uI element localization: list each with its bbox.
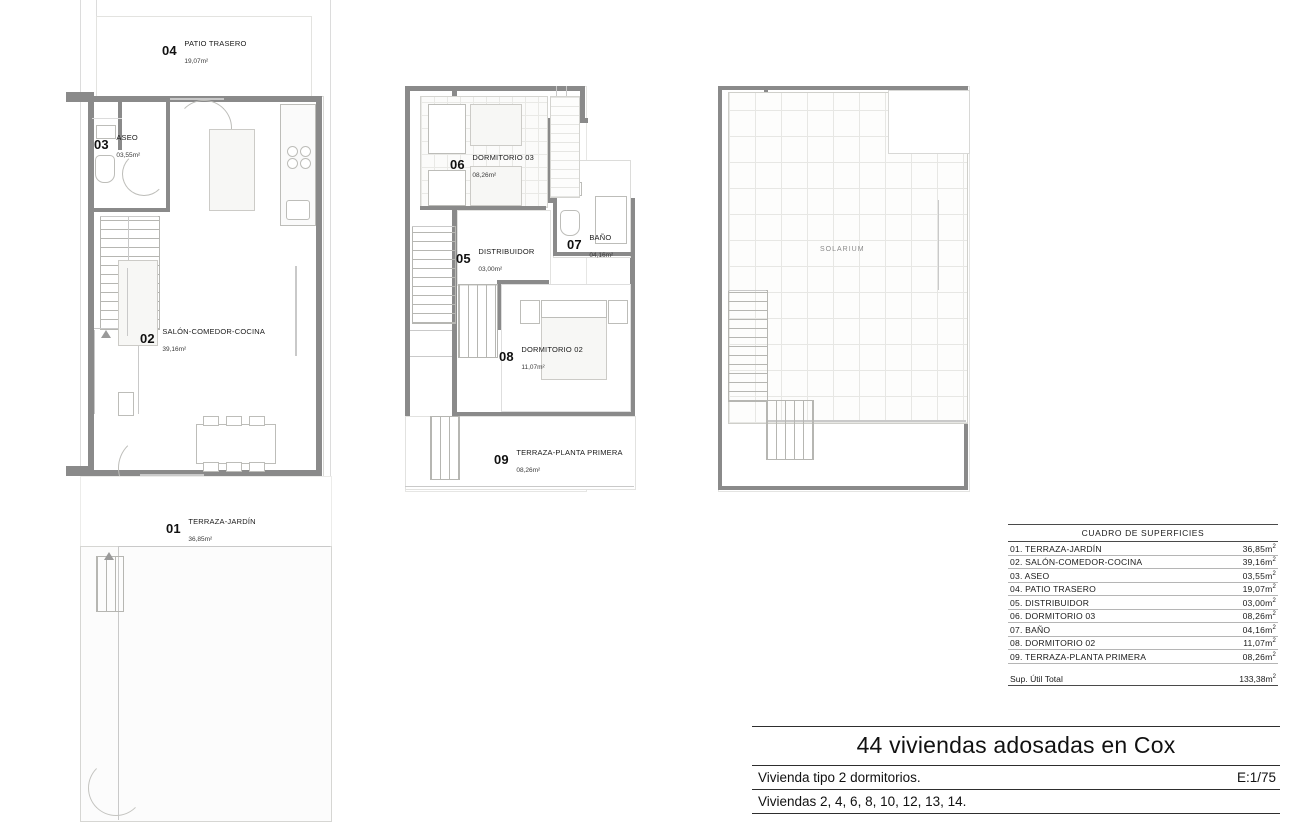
surfaces-row-value: $19,07m^2$ — [1242, 584, 1276, 594]
gate-swing — [88, 760, 144, 816]
sofa-seam — [127, 268, 128, 336]
surfaces-row-value: $08,26m^2$ — [1242, 611, 1276, 621]
drawing-units-row — [752, 789, 1280, 814]
title-block — [752, 726, 1280, 814]
room-name-08: DORMITORIO 02 — [521, 345, 583, 354]
surfaces-row — [1008, 623, 1278, 637]
room-number-05: 05 — [456, 250, 471, 266]
room-number-08: 08 — [499, 348, 514, 364]
bed-headboard — [541, 300, 607, 318]
room-label-02 — [140, 322, 265, 356]
room-name-01: TERRAZA-JARDÍN — [188, 517, 256, 526]
bed-single-1 — [428, 104, 466, 154]
room-area-03: 03,55m² — [116, 151, 141, 159]
surfaces-row — [1008, 556, 1278, 570]
garden-steps-arrow — [104, 552, 114, 560]
room-name-07: BAÑO — [589, 233, 612, 242]
dining-chair-1 — [203, 416, 219, 426]
surfaces-row — [1008, 542, 1278, 556]
dining-chair-3 — [249, 416, 265, 426]
roof-stair-edge — [728, 290, 766, 291]
room-number-01: 01 — [166, 520, 181, 536]
room-area-07: 04,16m² — [589, 251, 614, 259]
room-name-04: PATIO TRASERO — [184, 39, 247, 48]
surfaces-row-label: 05. DISTRIBUIDOR — [1010, 597, 1090, 608]
surfaces-table — [1008, 524, 1278, 686]
nightstand-2 — [520, 300, 540, 324]
wall-stub-bottom-left — [66, 466, 94, 476]
wall-right — [316, 96, 322, 476]
ff-wall-top — [405, 86, 585, 91]
kitchen-sink — [286, 200, 310, 220]
ff-stair-flight-2 — [458, 284, 498, 358]
room-name-06: DORMITORIO 03 — [472, 153, 534, 162]
ff-window-detail — [410, 330, 452, 331]
garden-edge — [118, 546, 330, 547]
room-area-01: 36,85m² — [188, 535, 213, 543]
surfaces-row-label: 07. BAÑO — [1010, 624, 1051, 635]
surfaces-row-value: $03,00m^2$ — [1242, 597, 1276, 608]
roof-wall-left — [718, 86, 722, 490]
surfaces-row-label: 03. ASEO — [1010, 570, 1050, 581]
dining-chair-6 — [249, 462, 265, 472]
stair-edge-top — [100, 216, 158, 217]
drawing-title: 44 viviendas adosadas en Cox — [856, 732, 1176, 758]
room-label-07 — [567, 228, 613, 262]
hob-burner-2 — [300, 146, 311, 157]
surfaces-row — [1008, 637, 1278, 651]
roof-stair-flight-2 — [766, 400, 814, 460]
bed-02 — [470, 104, 522, 146]
surfaces-total-value: $133,38m^2$ — [1239, 673, 1276, 684]
room-label-05 — [456, 242, 534, 276]
room-number-07: 07 — [567, 236, 582, 252]
room-name-05: DISTRIBUIDOR — [478, 247, 535, 256]
surfaces-heading: CUADRO DE SUPERFICIES — [1081, 528, 1205, 538]
room-name-09: TERRAZA-PLANTA PRIMERA — [516, 448, 623, 457]
solarium-label: SOLARIUM — [820, 246, 865, 253]
ff-wall-right-top — [580, 86, 585, 122]
roof-stair-flight — [728, 290, 768, 402]
surfaces-row-label: 02. SALÓN-COMEDOR-COCINA — [1010, 557, 1143, 567]
room-area-08: 11,07m² — [521, 363, 545, 371]
surfaces-row — [1008, 650, 1278, 664]
room-label-06 — [450, 148, 534, 182]
room-label-08 — [499, 340, 583, 374]
roof-plant-room — [888, 90, 970, 154]
kitchen-island — [209, 129, 255, 211]
surfaces-row-value: $39,16m^2$ — [1242, 557, 1276, 567]
ff-stair-flight — [412, 226, 456, 324]
solarium-drain-line — [938, 200, 939, 290]
room-label-03 — [94, 128, 140, 162]
drawing-subtitle-row — [752, 765, 1280, 789]
dining-chair-4 — [203, 462, 219, 472]
surfaces-row-value: $36,85m^2$ — [1242, 543, 1276, 554]
ff-side-hatch — [550, 96, 580, 198]
room-label-09 — [494, 443, 623, 477]
surfaces-row-label: 06. DORMITORIO 03 — [1010, 611, 1096, 621]
aseo-detail-1 — [92, 118, 122, 119]
roof-wall-bottom — [718, 486, 968, 490]
room-number-03: 03 — [94, 136, 109, 152]
surfaces-total-label: Sup. Útil Total — [1010, 673, 1063, 684]
ff-window-detail-2 — [410, 356, 452, 357]
hob-burner-3 — [287, 158, 298, 169]
surfaces-row-value: $04,16m^2$ — [1242, 624, 1276, 635]
terrace-steps — [430, 416, 460, 480]
wall-stub-top-left — [66, 92, 94, 102]
drawing-units: Viviendas 2, 4, 6, 8, 10, 12, 13, 14. — [758, 794, 967, 809]
room-number-04: 04 — [162, 42, 177, 58]
room-area-02: 39,16m² — [162, 345, 187, 353]
garden-steps — [96, 556, 124, 612]
room-label-04 — [162, 34, 247, 68]
nightstand-1 — [608, 300, 628, 324]
sliding-door-track — [295, 266, 297, 356]
ff-wall-left — [405, 86, 410, 416]
surfaces-total-row — [1008, 670, 1278, 686]
ff-stair-edge — [412, 226, 454, 227]
room-area-04: 19,07m² — [184, 57, 209, 65]
room-area-06: 08,26m² — [472, 171, 497, 179]
aseo-wall-bottom — [88, 208, 170, 212]
surfaces-row — [1008, 569, 1278, 583]
rear-door-leaf — [170, 98, 224, 100]
room-area-05: 03,00m² — [478, 265, 503, 273]
stair-up-arrow — [101, 330, 111, 338]
surfaces-row — [1008, 610, 1278, 624]
aseo-wall-right — [166, 102, 170, 212]
surfaces-row-label: 08. DORMITORIO 02 — [1010, 638, 1096, 648]
surfaces-row-value: $03,55m^2$ — [1242, 570, 1276, 581]
dining-chair-5 — [226, 462, 242, 472]
room-name-02: SALÓN-COMEDOR-COCINA — [162, 327, 266, 336]
room-number-02: 02 — [140, 330, 155, 346]
hob-burner-4 — [300, 158, 311, 169]
surfaces-row-value: $11,07m^2$ — [1243, 638, 1276, 648]
surfaces-row-value: $08,26m^2$ — [1242, 651, 1276, 662]
surfaces-row — [1008, 596, 1278, 610]
dining-chair-2 — [226, 416, 242, 426]
stair-rail — [94, 330, 95, 414]
room-label-01 — [166, 512, 256, 546]
surfaces-row-label: 09. TERRAZA-PLANTA PRIMERA — [1010, 651, 1147, 662]
surfaces-row-label: 01. TERRAZA-JARDÍN — [1010, 543, 1102, 554]
room-number-09: 09 — [494, 451, 509, 467]
drawing-subtitle: Vivienda tipo 2 dormitorios. — [758, 770, 921, 785]
dining-table — [196, 424, 276, 464]
surfaces-row — [1008, 583, 1278, 597]
drawing-scale: E:1/75 — [1236, 770, 1276, 785]
surfaces-row-label: 04. PATIO TRASERO — [1010, 584, 1097, 594]
terrace-edge-bottom — [405, 486, 634, 487]
room-name-03: ASEO — [116, 133, 138, 142]
stair-newel — [118, 392, 134, 416]
hob-burner-1 — [287, 146, 298, 157]
room-number-06: 06 — [450, 156, 465, 172]
room-area-09: 08,26m² — [516, 466, 541, 474]
